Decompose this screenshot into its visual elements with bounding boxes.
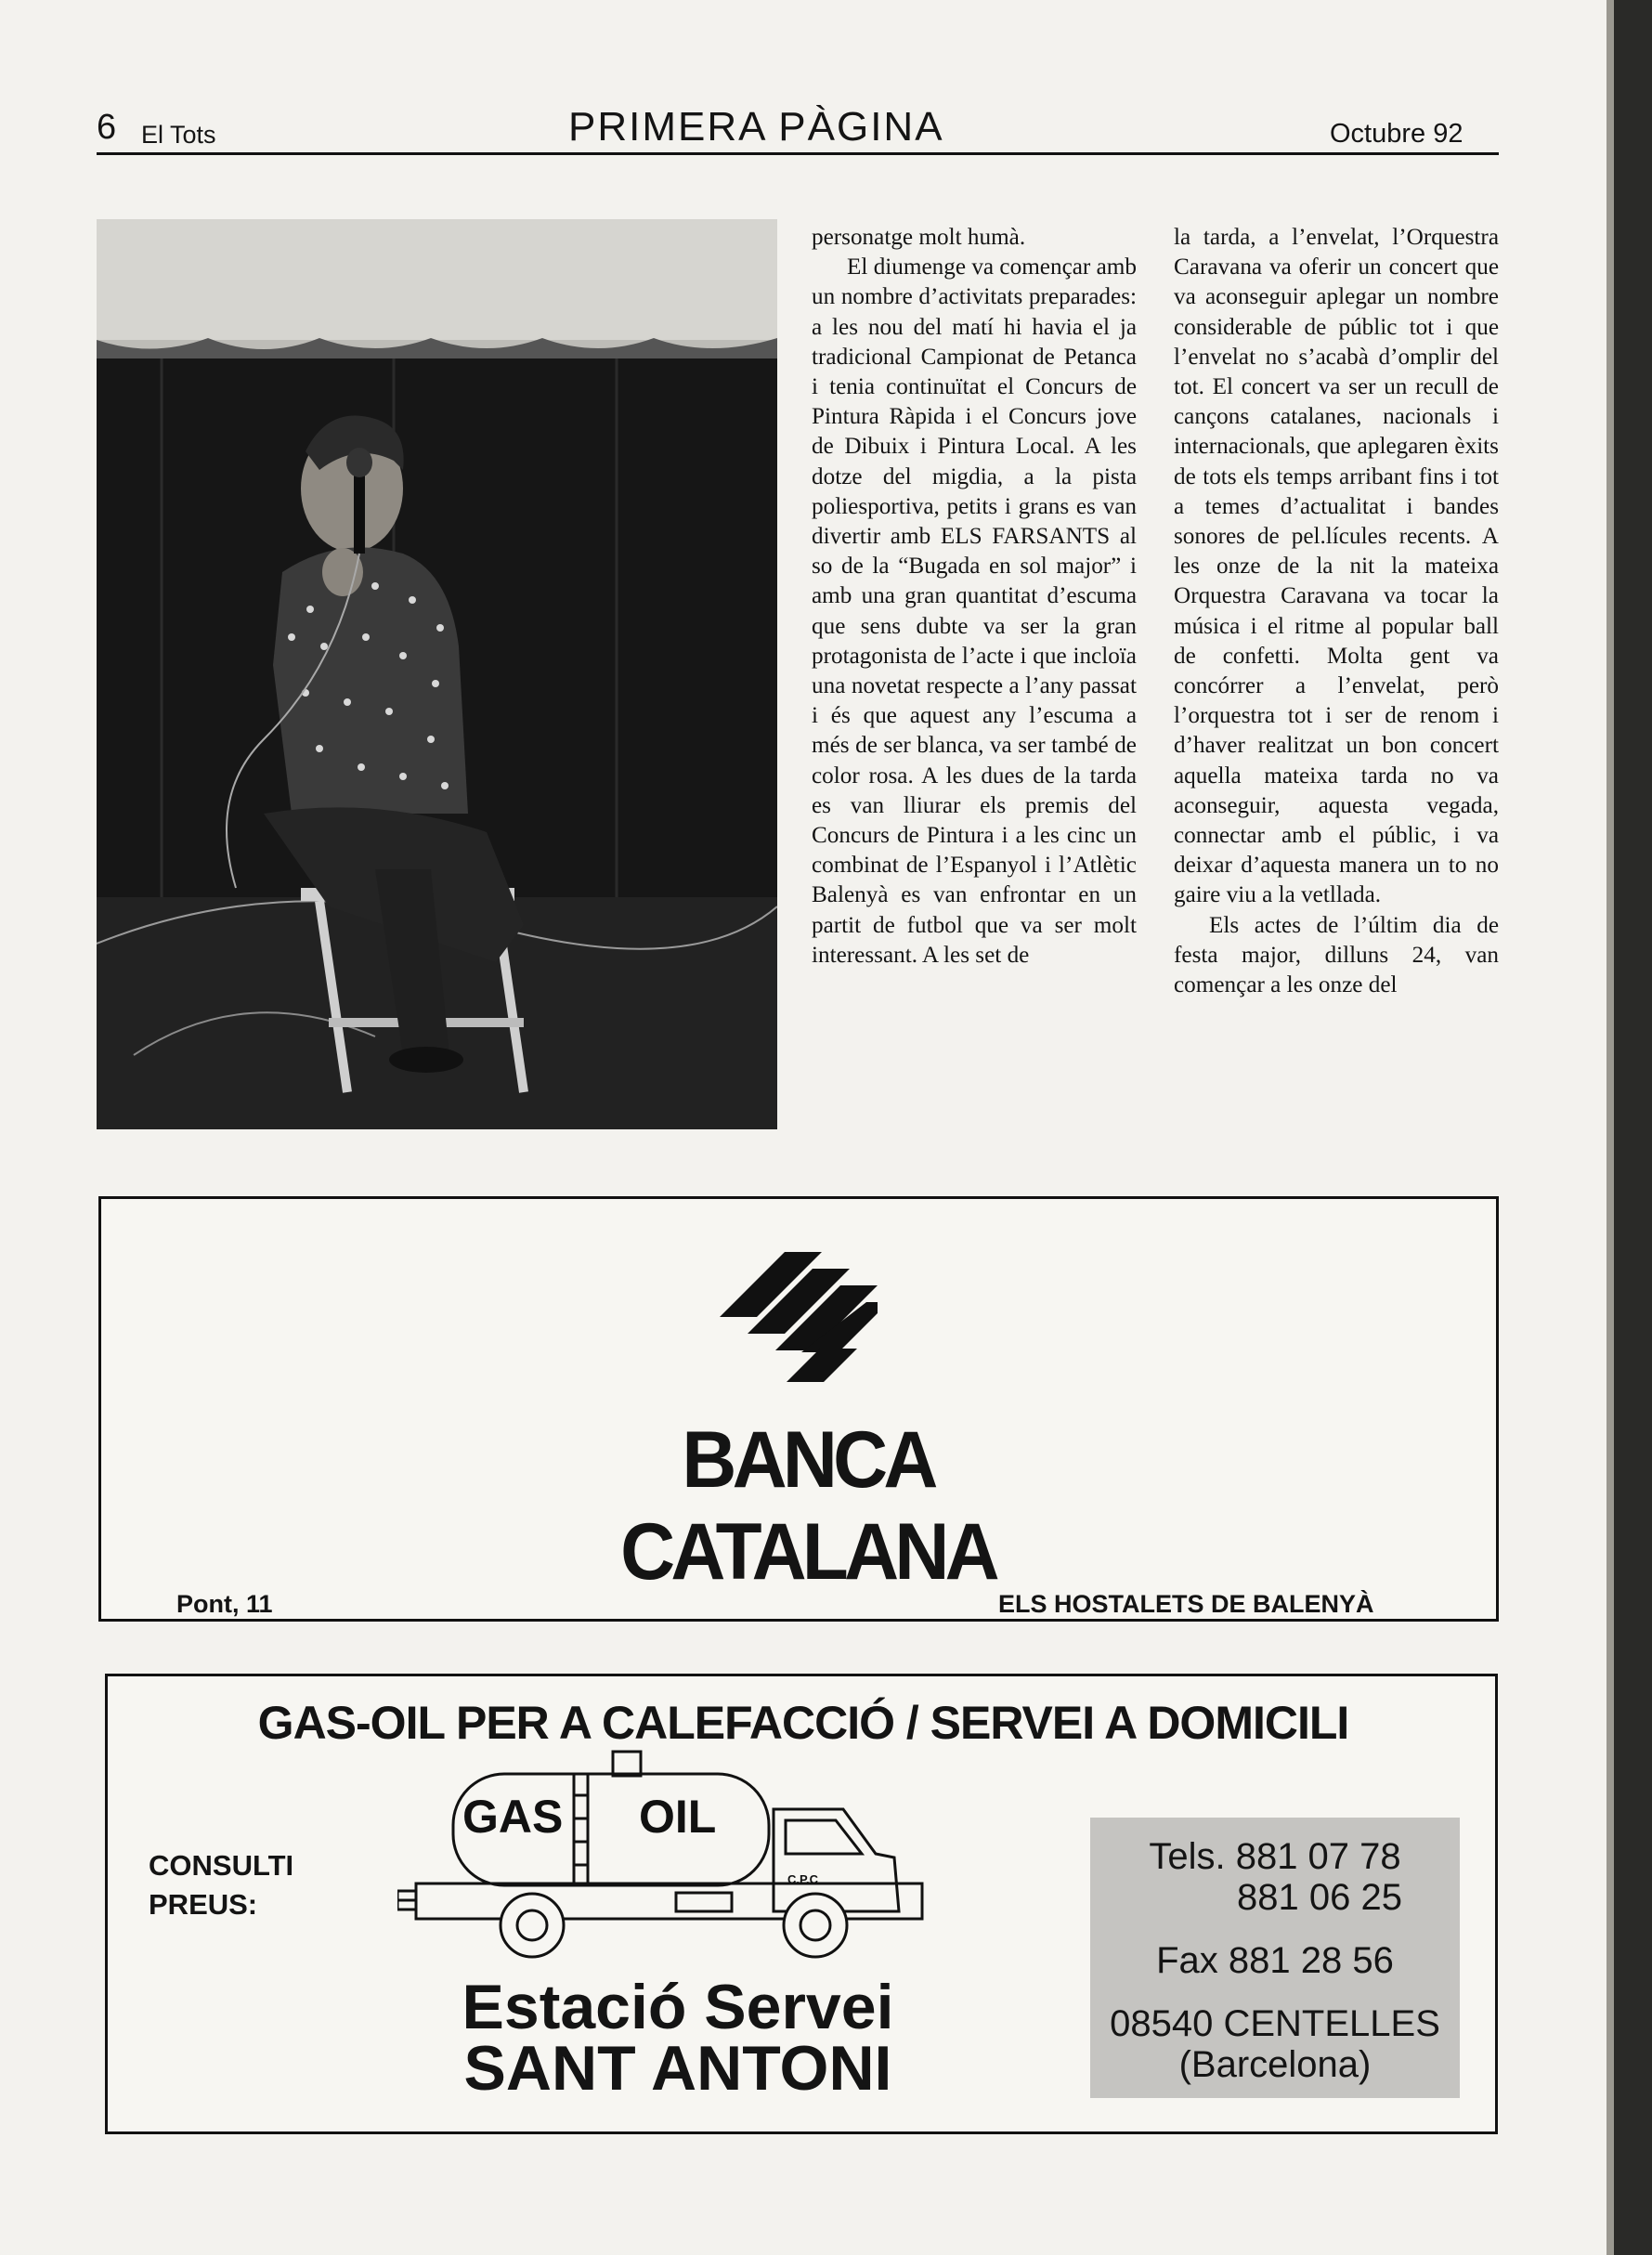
consult-prices bbox=[149, 1846, 293, 1924]
fax-number: Fax 881 28 56 bbox=[1156, 1940, 1394, 1981]
binding-edge bbox=[1614, 0, 1652, 2255]
bank-address: Pont, 11 bbox=[176, 1590, 273, 1618]
page-number: 6 bbox=[97, 108, 117, 147]
bank-logo-icon bbox=[720, 1252, 878, 1382]
bank-town: ELS HOSTALETS DE BALENYÀ bbox=[998, 1590, 1374, 1618]
province: (Barcelona) bbox=[1178, 2044, 1372, 2085]
telephone-numbers: Tels. 881 07 78 bbox=[1149, 1836, 1401, 1877]
station-name-line: SANT ANTONI bbox=[463, 2033, 892, 2104]
station-name-line: Estació Servei bbox=[462, 1972, 894, 2042]
binding-strip bbox=[1606, 0, 1614, 2255]
consult-line: PREUS: bbox=[149, 1888, 258, 1921]
article-paragraph: Els actes de l’últim dia de festa major, dilluns 24, van començar a les onze del bbox=[1174, 912, 1499, 998]
section-title: PRIMERA PÀGINA bbox=[568, 104, 944, 150]
postal-town: 08540 CENTELLES bbox=[1110, 2003, 1440, 2044]
publication-name: El Tots bbox=[141, 121, 216, 149]
singer-photo-illustration bbox=[97, 219, 777, 1129]
gas-oil-headline: GAS-OIL PER A CALEFACCIÓ / SERVEI A DOMICILI bbox=[257, 1697, 1349, 1749]
tanker-truck-icon bbox=[397, 1744, 941, 1976]
header-rule bbox=[97, 152, 1499, 155]
article-paragraph: El diumenge va començar amb un nombre d’activitats preparades: a les nou del matí hi havia el ja tradicional Campionat de Petanca i tenia continuïtat el Concurs de Pintura Ràpida i el Concurs jove de Dibuix i Pintura Local. A les dotze del migdia, a la pista poliesportiva, petits i grans es van divertir amb ELS FARSANTS al so de la “Bugada en sol major” i amb una gran quantitat d’escuma que sens dubte va ser la gran protagonista de l’acte i que incloïa una novetat respecte a l’any passat i és que aquest any l’escuma a més de ser blanca, va ser també de color rosa. A les dues de la tarda es van lliurar els premis del Concurs de Pintura i a les cinc un combinat de l’Espanyol i l’Atlètic Balenyà es van enfrontar en un partit de futbol que va ser molt interessant. A les set de bbox=[812, 254, 1137, 968]
station-name bbox=[399, 1972, 956, 2104]
article-column-2 bbox=[1174, 223, 1499, 1000]
article-column-1 bbox=[812, 223, 1137, 971]
truck-word-oil: OIL bbox=[639, 1791, 717, 1843]
bank-name: BANCA CATALANA bbox=[620, 1415, 995, 1597]
contact-box bbox=[1090, 1818, 1460, 2098]
consult-line: CONSULTI bbox=[149, 1849, 294, 1882]
article-paragraph: personatge molt humà. bbox=[812, 225, 1026, 250]
singer-photo bbox=[97, 219, 777, 1129]
truck-badge: C.P.C bbox=[787, 1872, 818, 1886]
telephone-second: 881 06 25 bbox=[1237, 1877, 1402, 1918]
truck-word-gas: GAS bbox=[462, 1791, 564, 1843]
article-paragraph: la tarda, a l’envelat, l’Orquestra Caravana va oferir un concert que va aconseguir aplegar un nombre considerable de públic tot i que l’envelat no s’acabà d’omplir del tot. El concert va ser un recull de cançons catalanes, nacionals i internacionals, que aplegaren èxits de tots els temps arribant fins i tot a temes d’actualitat i bandes sonores de pel.lícules recents. A les onze de la nit la mateixa Orquestra Caravana va tocar la música i el ritme al popular ball de confetti. Molta gent va concórrer a l’envelat, però l’orquestra tot i ser de renom i d’haver realitzat un bon concert aquella mateixa tarda no va aconseguir, aquesta vegada, connectar amb el públic, i va deixar d’aquesta manera un to no gaire viu a la vetllada. bbox=[1174, 225, 1499, 908]
issue-date: Octubre 92 bbox=[1330, 119, 1463, 149]
